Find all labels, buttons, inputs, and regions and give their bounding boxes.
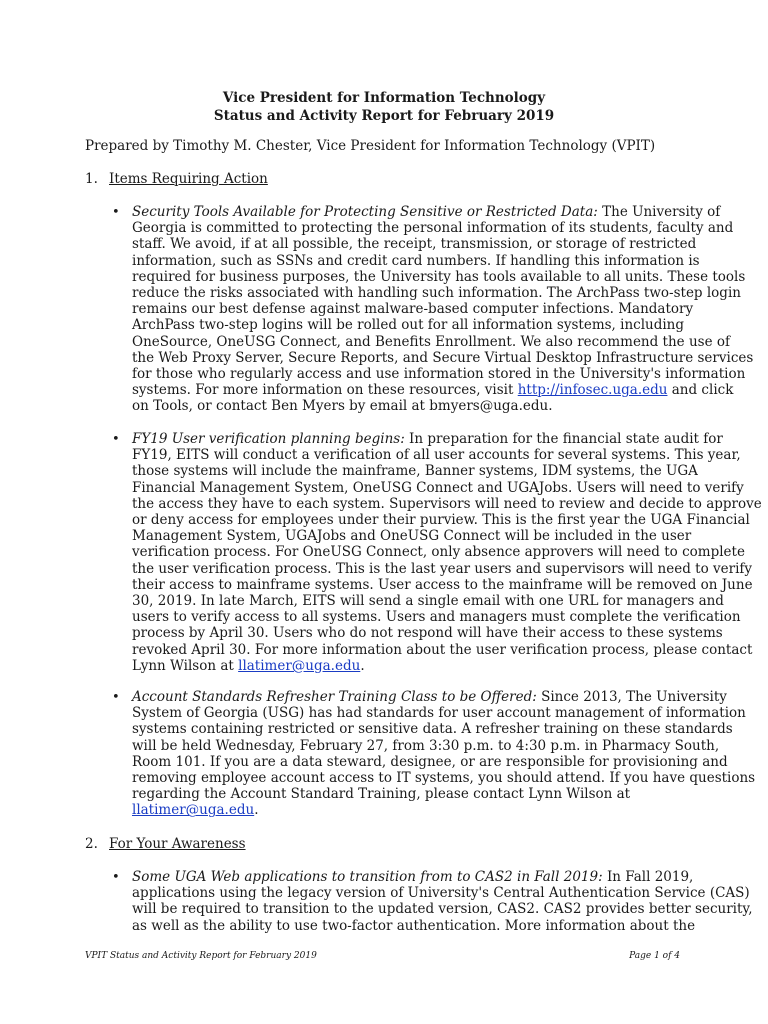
section-number: 2. xyxy=(85,836,98,852)
item-account-standards-training: Account Standards Refresher Training Class to be Offered: Since 2013, The University System of Georgia (USG) has had standards for user account management of information systems containing restricted or sensitive data. A refresher training on these standards will be held Wednesday, February 27, from 3:30 p.m. to 4:30 p.m. in Pharmacy South, Room 101. If you are a data steward, designee, or are responsible for provisioning and removing employee account access to IT systems, you should attend. If you have questions regarding the Account Standard Training, please contact Lynn Wilson at llatimer@uga.edu. xyxy=(132,689,756,819)
bullet-icon: • xyxy=(112,432,120,447)
item-lead: Account Standards Refresher Training Class to be Offered: xyxy=(132,689,537,705)
bullet-icon: • xyxy=(112,870,120,885)
footer-report-title: VPIT Status and Activity Report for February 2019 xyxy=(85,951,317,961)
footer-page-number: Page 1 of 4 xyxy=(629,951,680,961)
email-link-llatimer[interactable]: llatimer@uga.edu xyxy=(238,657,361,674)
infosec-link[interactable]: http://infosec.uga.edu xyxy=(517,382,668,399)
section-label: Items Requiring Action xyxy=(109,171,268,187)
item-lead: FY19 User verification planning begins: xyxy=(132,431,405,447)
item-lead: Some UGA Web applications to transition from to CAS2 in Fall 2019: xyxy=(132,869,603,885)
bullet-icon: • xyxy=(112,690,120,705)
item-lead: Security Tools Available for Protecting Sensitive or Restricted Data: xyxy=(132,204,598,220)
section-heading-for-your-awareness xyxy=(85,836,246,853)
section-heading-items-requiring-action xyxy=(85,171,268,188)
item-security-tools: Security Tools Available for Protecting Sensitive or Restricted Data: The University of Georgia is committed to protecting the personal information of its students, faculty and staff. We avoid, if at all possible, the receipt, transmission, or storage of restricted information, such as SSNs and credit card numbers. If handling this information is required for business purposes, the University has tools available to all units. These tools reduce the risks associated with handling such information. The ArchPass two-step login remains our best defense against malware-based computer infections. Mandatory ArchPass two-step logins will be rolled out for all information systems, including OneSource, OneUSG Connect, and Benefits Enrollment. We also recommend the use of the Web Proxy Server, Secure Reports, and Secure Virtual Desktop Infrastructure services for those who regularly access and use information stored in the University's information systems. For more information on these resources, visit http://infosec.uga.edu and click on Tools, or contact Ben Myers by email at bmyers@uga.edu. xyxy=(132,204,754,415)
item-cas2-transition: Some UGA Web applications to transition from to CAS2 in Fall 2019: In Fall 2019, applications using the legacy version of University's Central Authentication Service (CAS) will be required to transition to the updated version, CAS2. CAS2 provides better security, as well as the ability to use two-factor authentication. More information about the xyxy=(132,869,753,934)
report-title-line-1: Vice President for Information Technology xyxy=(222,90,546,106)
section-number: 1. xyxy=(85,171,98,187)
item-user-verification: FY19 User verification planning begins: In preparation for the financial state audit for FY19, EITS will conduct a verification of all user accounts for several systems. This year, those systems will include the mainframe, Banner systems, IDM systems, the UGA Financial Management System, OneUSG Connect and UGAJobs. Users will need to verify the access they have to each system. Supervisors will need to review and decide to approve or deny access for employees under their purview. This is the first year the UGA Financial Management System, UGAJobs and OneUSG Connect will be included in the user verification process. For OneUSG Connect, only absence approvers will need to complete the user verification process. This is the last year users and supervisors will need to verify their access to mainframe systems. User access to the mainframe will be removed on June 30, 2019. In late March, EITS will send a single email with one URL for managers and users to verify access to all systems. Users and managers must complete the verification process by April 30. Users who do not respond will have their access to these systems revoked April 30. For more information about the user verification process, please contact Lynn Wilson at llatimer@uga.edu. xyxy=(132,431,762,674)
prepared-by: Prepared by Timothy M. Chester, Vice President for Information Technology (VPIT) xyxy=(85,138,656,154)
email-link-llatimer[interactable]: llatimer@uga.edu xyxy=(132,802,255,819)
bullet-icon: • xyxy=(112,205,120,220)
section-label: For Your Awareness xyxy=(109,836,246,852)
report-title-line-2: Status and Activity Report for February 2019 xyxy=(213,108,555,124)
